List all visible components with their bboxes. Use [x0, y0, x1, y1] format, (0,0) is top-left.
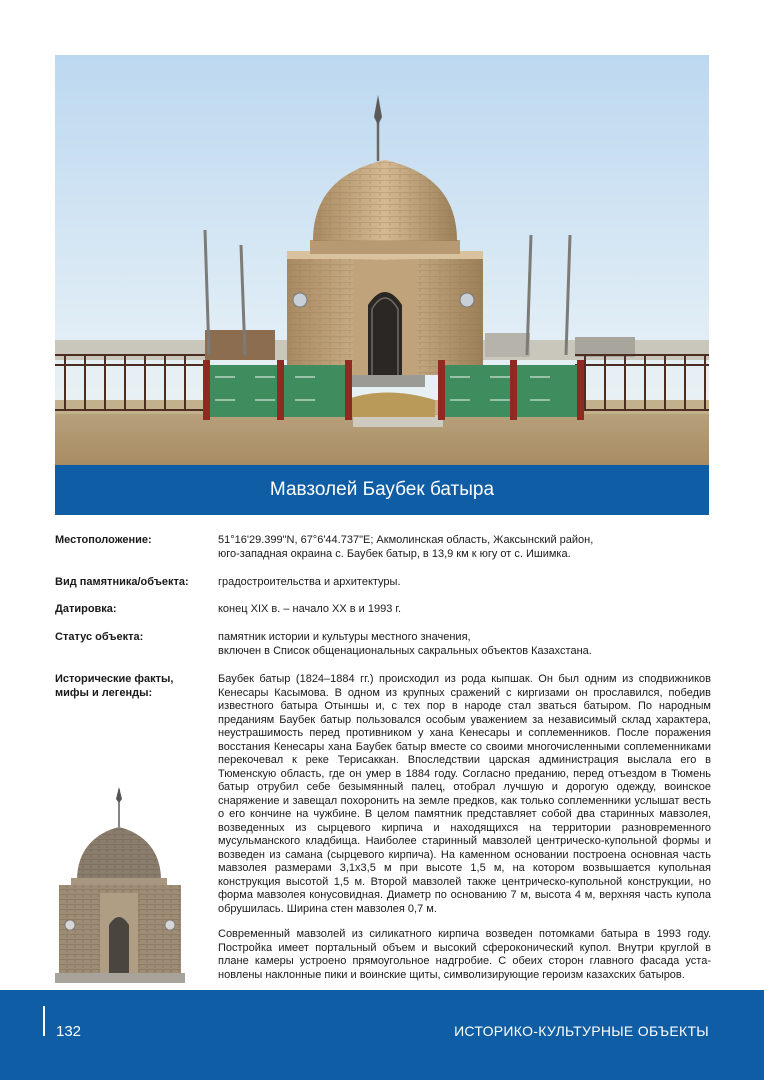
- history-label: [55, 673, 205, 700]
- field-label: Датировка:: [55, 603, 117, 615]
- history-label-line: мифы и легенды:: [55, 686, 153, 699]
- field-value-line: конец XIX в. – начало ХХ в и 1993 г.: [218, 603, 402, 615]
- field-label: Местоположение:: [55, 534, 152, 546]
- field-value: [218, 534, 711, 561]
- field-value: [218, 603, 711, 617]
- page-title-banner: [55, 465, 709, 515]
- field-value: [218, 631, 711, 658]
- history-paragraph: Баубек батыр (1824–1884 гг.) происходил из рода кыпшак. Он был одним из сподвижников Кенесары Касымова. В одном из крупных сражений с киргизами он прославился, победив известного батыра Отыншы и, с тех пор в народе стал зваться батыром. По народным преданиям Баубек батыр пользовался особым уважением за независимый склад характера, неустрашимость перед противником у хана Кенесары и соплеменников. После поражения восстания Кенесары хана Баубек батыр вместе со своими многочисленными соплеменниками перекочевал к реке Терисаккан. Впоследствии царская администрация выслала его в Тюменскую область, где он умер в 1884 году. Согласно преданию, перед отъездом в Тюмень батыр отрубил себе безымянный палец, отобрал лучшую и дорогую одежду, воинское снаряжение и завещал похоронить на земле предков, как только соплеменники услышат весть о его кончине на чужбине. В целом памятник представляет собой два старинных мавзолея, возведенных из сырцевого кирпича и находящихся на территории разновременного мусульманского кладбища. Наиболее старинный мавзолей центрическо-купольной формы и возведен из самана (сырцевого кирпича). На каменном основании построена основная часть мавзолея размерами 3,1х3,5 м при высоте 1,5 м, на котором возвышается купольная конструкция высотой 1,5 м. Второй мавзолей также центрическо-купольной конструкции, но форма мавзолея конусовидная. Диаметр по основанию 7 м, высота 4 м, верхняя часть купола обрушилась. Ширина стен мавзолея 0,7 м.: [218, 673, 711, 915]
- mausoleum-photo: [55, 55, 709, 465]
- section-title: ИСТОРИКО-КУЛЬТУРНЫЕ ОБЪЕКТЫ: [454, 1023, 709, 1039]
- field-label: Вид памятника/объекта:: [55, 576, 189, 588]
- history-label-line: Исторические факты,: [55, 673, 174, 685]
- field-value-line: юго-западная окраина с. Баубек батыр, в 13,9 км к югу от с. Ишимка.: [218, 547, 571, 560]
- field-value-line: включен в Список общенациональных сакральных объектов Казахстана.: [218, 644, 592, 657]
- field-value-line: памятник истории и культуры местного значения,: [218, 631, 471, 643]
- field-label: Статус объекта:: [55, 631, 144, 643]
- page-title: Мавзолей Баубек батыра: [269, 479, 495, 500]
- page-footer: [0, 990, 764, 1080]
- mausoleum-illustration: [55, 785, 190, 985]
- footer-divider: [43, 1006, 45, 1036]
- page-number: 132: [56, 1023, 82, 1040]
- field-value-line: градостроительства и архитектуры.: [218, 576, 401, 588]
- history-text: [218, 673, 711, 994]
- history-paragraph: Современный мавзолей из силикатного кирпича возведен потомками батыра в 1993 году. Постройка имеет портальный объем и высокий сфероконический купол. Внутри круглой в плане камеры устроено прямоугольное надгробие. С обеих сторон главного фасада установлены наклонные пики и воинские щиты, символизирующие героизм казахских батыров.: [218, 928, 711, 981]
- field-value-line: 51°16'29.399"N, 67°6'44.737"E; Акмолинская область, Жаксынский район,: [218, 534, 594, 546]
- field-value: [218, 576, 711, 590]
